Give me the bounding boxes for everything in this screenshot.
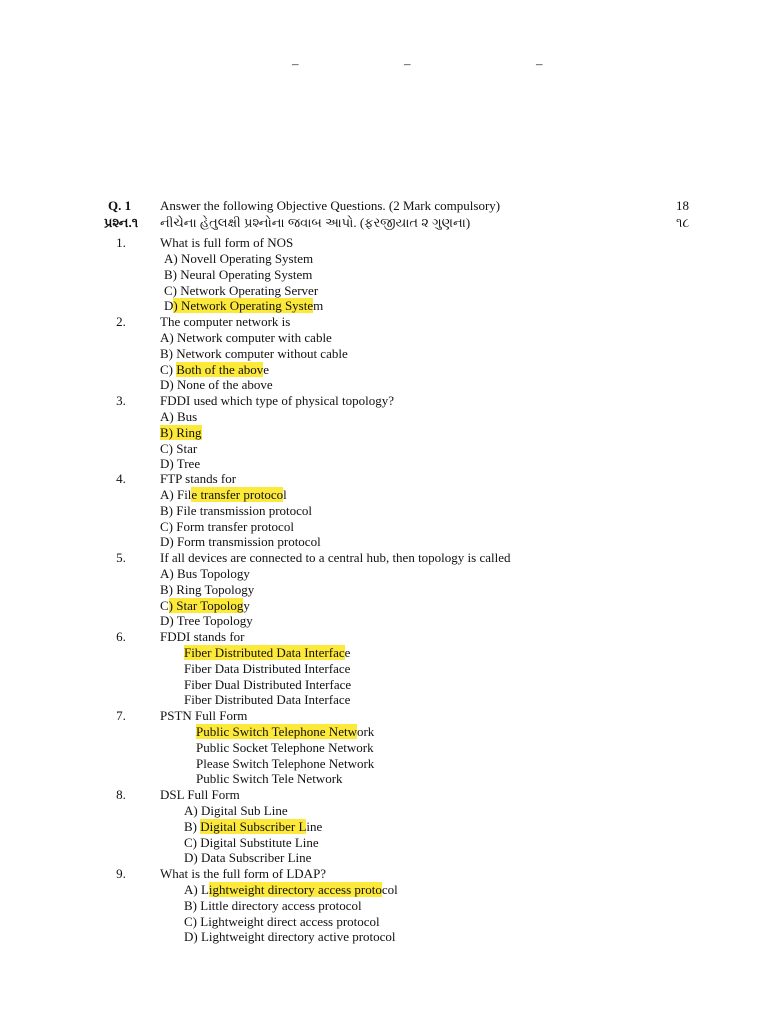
- option-text: D) Form transmission protocol: [160, 534, 321, 550]
- answer-option: [160, 582, 254, 598]
- answer-option: [160, 425, 202, 441]
- section-label-en: Q. 1: [108, 198, 132, 213]
- option-list: [184, 803, 322, 866]
- option-text: Fiber Dual Distributed Interface: [184, 676, 352, 692]
- option-text: Fiber Data Distributed Interface: [184, 660, 351, 676]
- option-list: [184, 882, 398, 945]
- option-text: D) Tree Topology: [160, 613, 253, 629]
- option-text: Neural Operating System: [180, 266, 313, 282]
- answer-option: [184, 819, 322, 835]
- option-text: A) Bus Topology: [160, 566, 250, 581]
- answer-option: [184, 898, 398, 914]
- highlighted-answer: ) Network Operating Syste: [173, 298, 314, 314]
- highlighted-answer: B) Ring: [160, 424, 202, 440]
- answer-option: [184, 914, 398, 930]
- answer-option: [196, 724, 374, 740]
- question-number: 6.: [116, 629, 126, 644]
- option-text: B): [164, 266, 181, 282]
- answer-option: [196, 756, 374, 772]
- option-text: l: [283, 487, 287, 502]
- answer-option: [160, 409, 202, 425]
- highlighted-answer: e transfer protoco: [191, 487, 284, 502]
- answer-option: [184, 850, 322, 866]
- option-text: C) Digital Substitute Line: [184, 834, 319, 850]
- option-text: A) Network computer with cable: [160, 330, 332, 345]
- answer-option: [164, 267, 323, 283]
- option-text: A) Bus: [160, 409, 198, 424]
- answer-option: [160, 330, 348, 346]
- section-title-en: Answer the following Objective Questions. (2 Mark compulsory): [160, 198, 501, 213]
- highlighted-answer: ightweight directory access proto: [208, 882, 382, 897]
- option-text: Network Operating Server: [180, 282, 319, 298]
- answer-option: [164, 283, 323, 299]
- header-dash: –: [404, 56, 411, 71]
- option-list: [160, 409, 202, 472]
- section-marks-en: 18: [676, 198, 689, 213]
- option-text: C) Star: [160, 440, 198, 456]
- option-text: B) Little directory access protocol: [184, 897, 362, 913]
- question-number: 8.: [116, 787, 126, 802]
- option-text: D) Lightweight directory active protocol: [184, 929, 396, 945]
- answer-option: [160, 598, 254, 614]
- option-text: C) Lightweight direct access protocol: [184, 913, 380, 929]
- answer-option: [160, 377, 348, 393]
- option-text: A): [164, 251, 181, 266]
- question-number: 2.: [116, 314, 126, 329]
- question-text: PSTN Full Form: [160, 708, 248, 723]
- option-text: C) Form transfer protocol: [160, 518, 294, 534]
- question-number: 1.: [116, 235, 126, 250]
- option-text: e: [263, 361, 270, 377]
- header-dash: –: [292, 56, 299, 71]
- answer-option: [184, 692, 351, 708]
- option-text: C): [160, 361, 177, 377]
- answer-option: [196, 740, 374, 756]
- answer-option: [160, 346, 348, 362]
- answer-option: [160, 487, 321, 503]
- option-list: [160, 330, 348, 393]
- option-text: D) Tree: [160, 456, 201, 472]
- option-text: col: [381, 882, 398, 897]
- option-text: A) L: [184, 882, 209, 897]
- question-text: The computer network is: [160, 314, 291, 329]
- option-list: [160, 487, 321, 550]
- option-text: B) Network computer without cable: [160, 345, 348, 361]
- option-text: y: [243, 597, 250, 613]
- question-number: 9.: [116, 866, 126, 881]
- option-text: Public Socket Telephone Network: [196, 739, 374, 755]
- option-text: Fiber Distributed Data Interface: [184, 692, 351, 708]
- option-text: ork: [356, 724, 375, 739]
- highlighted-answer: Both of the abov: [176, 361, 264, 377]
- answer-option: [184, 661, 351, 677]
- question-text: If all devices are connected to a central hub, then topology is called: [160, 550, 511, 565]
- section-marks-gu: ૧૮: [676, 215, 690, 230]
- answer-option: [184, 835, 322, 851]
- question-text: FDDI stands for: [160, 629, 245, 644]
- highlighted-answer: Public Switch Telephone Netw: [196, 724, 357, 739]
- answer-option: [164, 298, 323, 314]
- answer-option: [184, 677, 351, 693]
- option-text: Please Switch Telephone Network: [196, 755, 375, 771]
- question-number: 3.: [116, 393, 126, 408]
- question-number: 5.: [116, 550, 126, 565]
- option-list: [164, 251, 323, 314]
- answer-option: [160, 503, 321, 519]
- option-text: e: [344, 645, 351, 660]
- question-text: What is full form of NOS: [160, 235, 294, 250]
- question-number: 4.: [116, 471, 126, 486]
- answer-option: [184, 929, 398, 945]
- answer-option: [184, 803, 322, 819]
- question-text: FTP stands for: [160, 471, 237, 486]
- highlighted-answer: ) Star Topolog: [168, 597, 244, 613]
- question-text: What is the full form of LDAP?: [160, 866, 327, 881]
- option-text: A) Fil: [160, 487, 192, 502]
- option-text: B) Ring Topology: [160, 581, 255, 597]
- option-text: D: [164, 298, 174, 314]
- answer-option: [160, 362, 348, 378]
- option-text: B): [184, 818, 201, 834]
- option-text: Novell Operating System: [180, 251, 314, 266]
- answer-option: [164, 251, 323, 267]
- option-text: Public Switch Tele Network: [196, 771, 343, 787]
- answer-option: [160, 456, 202, 472]
- section-title-gu: નીચેના હેતુલક્ષી પ્રશ્નોના જવાબ આપો. (ફરજીયાત ૨ ગુણના): [160, 215, 471, 230]
- option-text: D) Data Subscriber Line: [184, 850, 312, 866]
- section-label-gu: પ્રશ્ન.૧: [104, 215, 139, 230]
- option-text: B) File transmission protocol: [160, 502, 313, 518]
- answer-option: [160, 613, 254, 629]
- answer-option: [160, 534, 321, 550]
- answer-option: [184, 882, 398, 898]
- answer-option: [184, 645, 351, 661]
- option-text: A) Digital Sub Line: [184, 803, 288, 818]
- highlighted-answer: Fiber Distributed Data Interfac: [184, 645, 345, 660]
- header-dash: –: [536, 56, 543, 71]
- option-text: D) None of the above: [160, 377, 273, 393]
- question-text: FDDI used which type of physical topology?: [160, 393, 394, 408]
- answer-option: [160, 441, 202, 457]
- option-list: [184, 645, 351, 708]
- question-text: DSL Full Form: [160, 787, 240, 802]
- answer-option: [196, 771, 374, 787]
- question-number: 7.: [116, 708, 126, 723]
- option-list: [160, 566, 254, 629]
- answer-option: [160, 519, 321, 535]
- answer-option: [160, 566, 254, 582]
- option-text: C): [164, 282, 181, 298]
- option-text: ine: [306, 818, 323, 834]
- option-list: [196, 724, 374, 787]
- highlighted-answer: Digital Subscriber L: [200, 818, 307, 834]
- option-text: m: [313, 298, 324, 314]
- option-text: C: [160, 597, 169, 613]
